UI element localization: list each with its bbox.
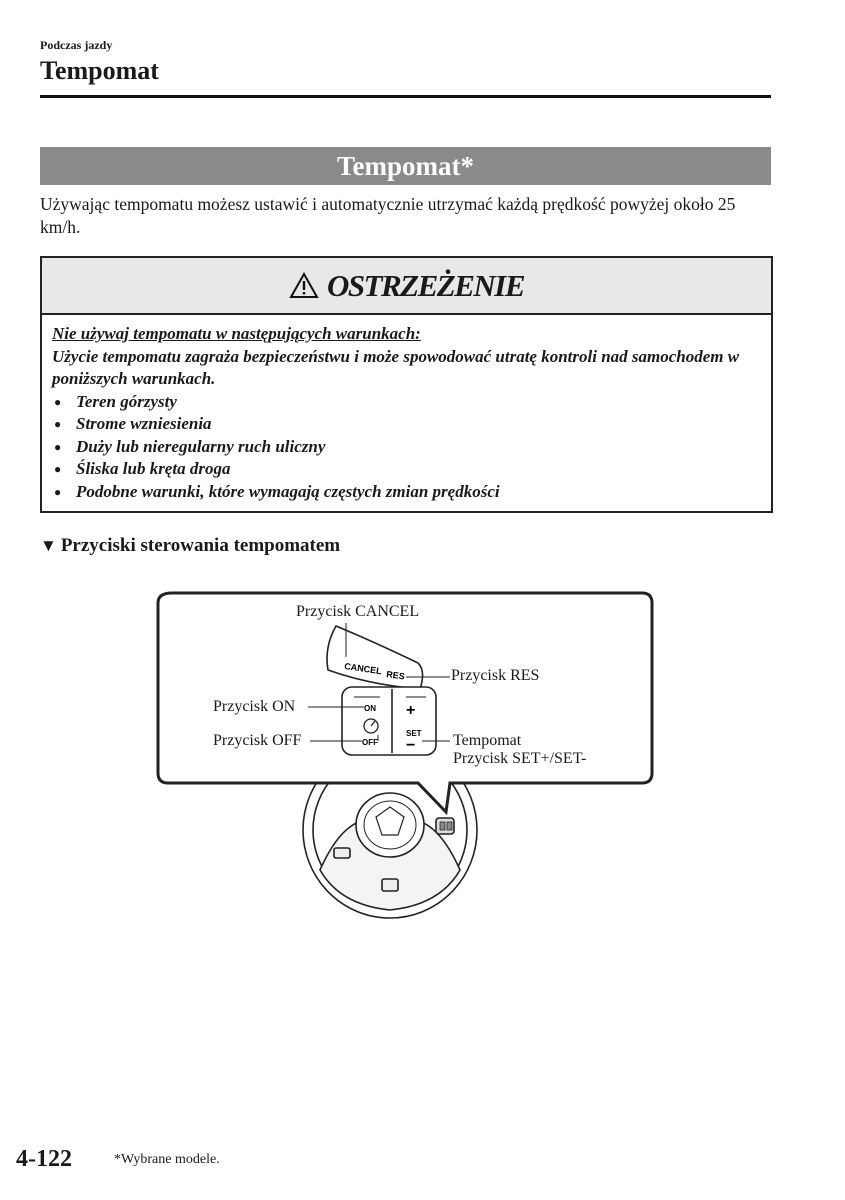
controls-heading: ▼ Przyciski sterowania tempomatem <box>40 535 341 556</box>
page-title: Tempomat <box>40 56 159 85</box>
warning-box <box>40 256 773 513</box>
section-title: Tempomat* <box>40 147 771 185</box>
breadcrumb: Podczas jazdy <box>40 38 113 52</box>
title-rule <box>40 95 771 98</box>
cancel-button-label: Przycisk CANCEL <box>296 603 420 620</box>
off-button-label: Przycisk OFF <box>213 732 302 749</box>
cruise-control-diagram <box>150 585 660 935</box>
svg-text:ON: ON <box>364 704 376 713</box>
set-button-label: Tempomat Przycisk SET+/SET- <box>453 732 587 767</box>
list-item: ● Podobne warunki, które wymagają częstych zmian prędkości <box>52 481 761 504</box>
svg-text:CANCEL: CANCEL <box>343 661 383 677</box>
list-item: ● Strome wzniesienia <box>52 413 761 436</box>
svg-text:OFF: OFF <box>362 738 378 747</box>
on-button-label: Przycisk ON <box>213 698 296 715</box>
warning-body <box>42 315 771 503</box>
intro-paragraph: Używając tempomatu możesz ustawić i automatycznie utrzymać każdą prędkość powyżej około 25 km/h. <box>40 194 736 237</box>
warning-text: Użycie tempomatu zagraża bezpieczeństwu i może spowodować utratę kontroli nad samochodem w poniższych warunkach. <box>52 346 740 388</box>
warning-title: OSTRZEŻENIE <box>326 267 525 303</box>
svg-text:SET: SET <box>406 729 422 738</box>
list-item: ● Teren górzysty <box>52 391 761 414</box>
svg-text:−: − <box>406 737 416 754</box>
warning-triangle-icon <box>289 272 319 299</box>
warning-list <box>52 391 761 504</box>
set-panel <box>342 687 436 755</box>
warning-lead: Nie używaj tempomatu w następujących warunkach: <box>52 324 421 343</box>
warning-header <box>42 258 771 315</box>
svg-text:+: + <box>406 702 416 719</box>
res-button-label: Przycisk RES <box>451 667 540 684</box>
footnote: *Wybrane modele. <box>114 1152 220 1167</box>
triangle-down-icon: ▼ <box>40 536 57 555</box>
list-item: ● Śliska lub kręta droga <box>52 458 761 481</box>
list-item: ● Duży lub nieregularny ruch uliczny <box>52 436 761 459</box>
svg-text:RES: RES <box>385 669 406 682</box>
page-number: 4-122 <box>16 1146 72 1172</box>
